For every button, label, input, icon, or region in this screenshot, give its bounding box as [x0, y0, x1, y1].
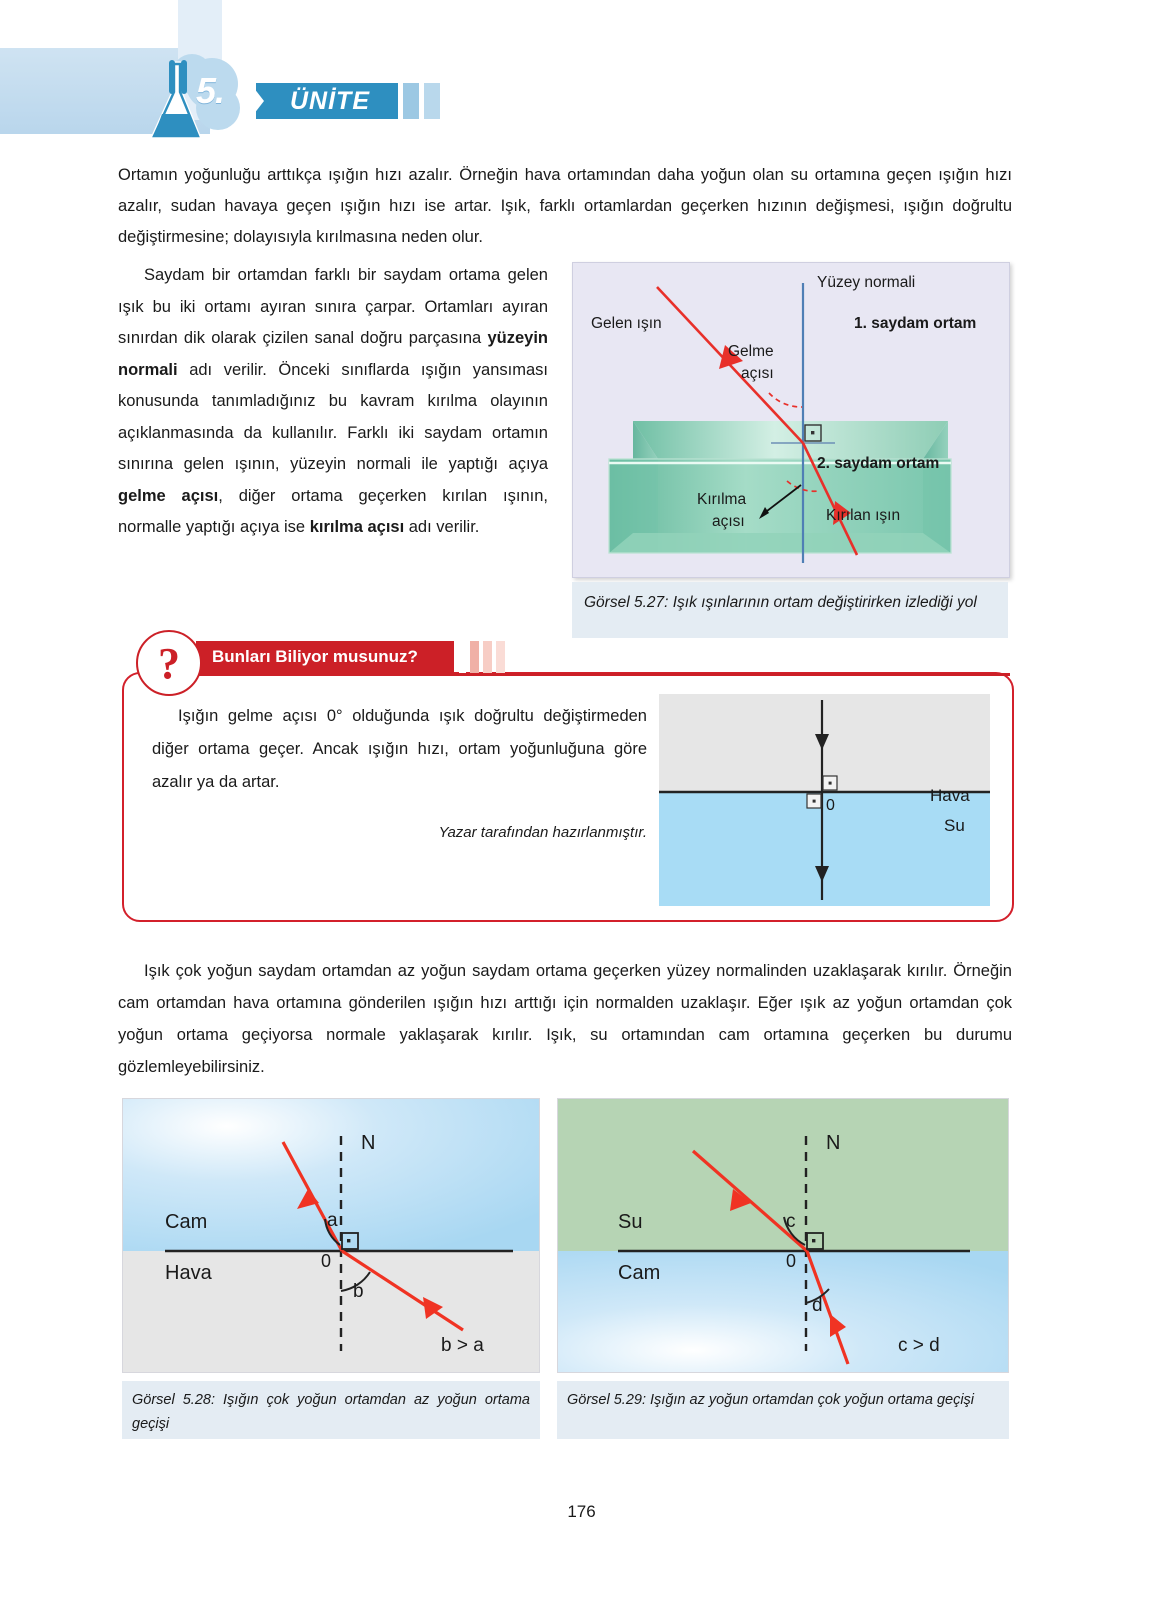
did-you-know-ribbon-title: Bunları Biliyor musunuz?	[196, 641, 454, 673]
para2-seg-c: adı verilir. Önceki sınıflarda ışığın yansıması konusunda tanımladığınız bu kavram kırılma olayının açıklanmasında da kullanılır. Farklı iki saydam ortamın sınırına gelen ışının, yüzeyin normali ile yaptığı açıya	[118, 360, 548, 473]
figure-527-label-refraction-angle-line1: Kırılma	[697, 491, 747, 508]
header-bar-3	[424, 83, 440, 119]
paragraph-density-text: Işık çok yoğun saydam ortamdan az yoğun saydam ortama geçerken yüzey normalinden uzaklaşarak kırılır. Örneğin cam ortamdan hava ortamına gönderilen ışığın hızı arttığı için normalden uzaklaşır. Eğer ışık az yoğun ortamdan çok yoğun ortama geçiyorsa normale yaklaşarak kırılır. Işık, su ortamından cam ortamına geçerken bu durumu gözlemleyebilirsiniz.	[118, 962, 1012, 1076]
question-mark-icon: ?	[136, 630, 202, 696]
figure-527-label-incidence-angle-line1: Gelme	[728, 343, 774, 360]
figure-528	[122, 1098, 540, 1373]
unit-number: 5.	[196, 70, 225, 111]
figure-527	[572, 262, 1010, 578]
figure-527-label-medium-1: 1. saydam ortam	[854, 315, 977, 332]
figure-528-caption: Görsel 5.28: Işığın çok yoğun ortamdan az yoğun ortama geçişi	[122, 1381, 540, 1439]
figure-529-label-relation: c > d	[898, 1335, 940, 1356]
figure-527-label-refracted-ray: Kırılan ışın	[826, 507, 901, 524]
figure-dyk-label-air: Hava	[930, 786, 970, 805]
figure-527-label-incidence-angle-line2: açısı	[741, 365, 774, 382]
figure-dyk-label-origin: 0	[826, 797, 835, 814]
term-surface-normal: yüzeyin normali	[118, 329, 548, 379]
figure-527-label-medium-2: 2. saydam ortam	[817, 455, 940, 472]
did-you-know-attribution: Yazar tarafından hazırlanmıştır.	[438, 824, 647, 841]
figure-529-caption: Görsel 5.29: Işığın az yoğun ortamdan çok yoğun ortama geçişi	[557, 1381, 1009, 1439]
figure-did-you-know	[659, 694, 990, 906]
header-bar-2	[403, 83, 419, 119]
paragraph-intro-text: Ortamın yoğunluğu arttıkça ışığın hızı azalır. Örneğin hava ortamından daha yoğun olan su ortamına geçen ışığın hızı azalır, sudan havaya geçen ışığın hızı ise artar. Işık, farklı ortamlardan geçerken hızının değişmesi, ışığın doğrultu değiştirmesine; dolayısıyla kırılmasına neden olur.	[118, 166, 1012, 246]
figure-dyk-label-water: Su	[944, 816, 965, 835]
figure-529-label-medium-top: Su	[618, 1211, 643, 1233]
figure-529-label-medium-bottom: Cam	[618, 1262, 661, 1284]
unite-tab-notch	[250, 83, 264, 119]
paragraph-refraction	[118, 260, 548, 544]
figure-528-label-origin: 0	[321, 1251, 332, 1271]
figure-528-label-angle-in: a	[327, 1210, 338, 1231]
paragraph-intro	[118, 160, 1012, 253]
figure-527-caption: Görsel 5.27: Işık ışınlarının ortam değiştirirken izlediği yol	[572, 582, 1008, 638]
figure-528-label-relation: b > a	[441, 1335, 484, 1356]
figure-528-label-medium-top: Cam	[165, 1211, 208, 1233]
did-you-know-tick-1	[459, 641, 466, 673]
para2-seg-e: adı verilir.	[404, 518, 480, 536]
did-you-know-body: Işığın gelme açısı 0° olduğunda ışık doğrultu değiştirmeden diğer ortama geçer. Ancak ışığın hızı, ortam yoğunluğuna göre azalır ya da artar.	[152, 707, 647, 791]
figure-529-label-angle-in: c	[786, 1211, 796, 1232]
header-bar-1	[389, 83, 398, 119]
figure-529-label-angle-out: d	[812, 1295, 823, 1316]
paragraph-density	[118, 955, 1012, 1083]
figure-527-label-incident-ray: Gelen ışın	[591, 315, 662, 332]
figure-529-label-normal: N	[826, 1132, 841, 1154]
figure-528-label-angle-out: b	[353, 1281, 364, 1302]
para2-seg-a: Saydam bir ortamdan farklı bir saydam ortama gelen ışık bu iki ortamı ayıran sınıra çarpar. Ortamları ayıran sınırdan dik olarak çizilen sanal doğru parçasına	[118, 266, 548, 347]
para2-seg-d: , diğer ortama geçerken kırılan ışının, normalle yaptığı açıya ise	[118, 486, 548, 536]
term-incidence-angle: gelme açısı	[118, 486, 219, 505]
did-you-know-tick-2	[470, 641, 479, 673]
figure-529-label-origin: 0	[786, 1251, 797, 1271]
figure-528-label-medium-bottom: Hava	[165, 1262, 212, 1284]
unit-header-banner	[0, 0, 1163, 150]
term-refraction-angle: kırılma açısı	[309, 518, 405, 536]
figure-528-label-normal: N	[361, 1132, 376, 1154]
figure-527-label-refraction-angle-line2: açısı	[712, 513, 745, 530]
unite-tab-label: ÜNİTE	[256, 83, 392, 119]
did-you-know-text	[152, 700, 647, 799]
figure-529	[557, 1098, 1009, 1373]
did-you-know-tick-3	[483, 641, 492, 673]
page-number: 176	[567, 1502, 596, 1521]
did-you-know-rule	[196, 673, 1010, 676]
did-you-know-tick-4	[496, 641, 505, 673]
figure-527-label-normal: Yüzey normali	[817, 274, 916, 291]
